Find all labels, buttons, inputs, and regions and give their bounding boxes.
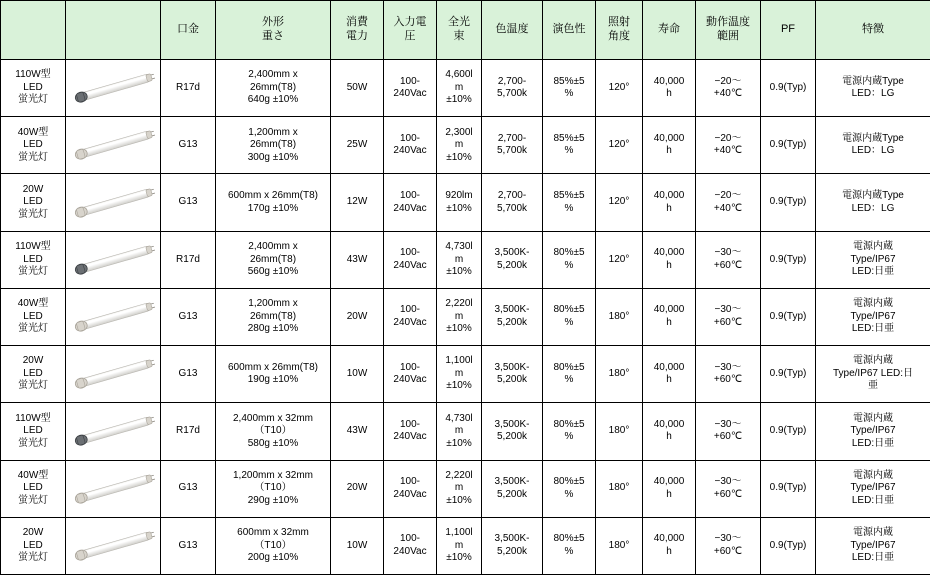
cell-base: G13 — [161, 346, 216, 403]
cell-luminous-flux: 2,220l m ±10% — [437, 288, 482, 345]
column-header-voltage-line2: 圧 — [404, 30, 416, 42]
column-header-beam-angle-line1: 照射 — [608, 16, 630, 29]
cell-cri: 80%±5 % — [543, 403, 596, 460]
cell-product-image — [66, 117, 161, 174]
cell-luminous-flux: 2,220l m ±10% — [437, 460, 482, 517]
cell-life: 40,000 h — [643, 231, 696, 288]
cell-power: 12W — [331, 174, 384, 231]
cell-power-factor: 0.9(Typ) — [761, 174, 816, 231]
cell-product-name: 110W型 LED 蛍光灯 — [1, 403, 66, 460]
cell-beam-angle: 120° — [596, 60, 643, 117]
cell-temperature-range: −30～ +60℃ — [696, 403, 761, 460]
table-row — [1, 288, 930, 345]
cell-temperature-range: −30～ +60℃ — [696, 517, 761, 574]
cell-power: 10W — [331, 346, 384, 403]
header-row — [1, 1, 930, 60]
cell-base: R17d — [161, 403, 216, 460]
column-header-voltage — [384, 1, 437, 60]
cell-voltage: 100- 240Vac — [384, 174, 437, 231]
cell-power-factor: 0.9(Typ) — [761, 346, 816, 403]
cell-product-image — [66, 403, 161, 460]
cell-voltage: 100- 240Vac — [384, 60, 437, 117]
cell-voltage: 100- 240Vac — [384, 288, 437, 345]
cell-color-temperature: 3,500K- 5,200k — [482, 231, 543, 288]
cell-size: 2,400mm x 32mm （T10） 580g ±10% — [216, 403, 331, 460]
cell-cri: 80%±5 % — [543, 460, 596, 517]
cell-color-temperature: 2,700- 5,700k — [482, 117, 543, 174]
cell-power-factor: 0.9(Typ) — [761, 517, 816, 574]
cell-voltage: 100- 240Vac — [384, 517, 437, 574]
cell-voltage: 100- 240Vac — [384, 117, 437, 174]
cell-product-name: 20W LED 蛍光灯 — [1, 517, 66, 574]
cell-voltage: 100- 240Vac — [384, 346, 437, 403]
table-row — [1, 403, 930, 460]
led-tube-r17d-thick-icon — [68, 236, 158, 284]
column-header-name — [1, 1, 66, 60]
cell-temperature-range: −20～ +40℃ — [696, 117, 761, 174]
cell-power-factor: 0.9(Typ) — [761, 231, 816, 288]
cell-product-name: 20W LED 蛍光灯 — [1, 174, 66, 231]
led-tube-g13-icon — [68, 350, 158, 398]
column-header-cri: 演色性 — [543, 1, 596, 60]
cell-color-temperature: 2,700- 5,700k — [482, 174, 543, 231]
cell-size: 1,200mm x 32mm （T10） 290g ±10% — [216, 460, 331, 517]
table-row — [1, 231, 930, 288]
cell-size: 600mm x 26mm(T8) 170g ±10% — [216, 174, 331, 231]
column-header-power-line2: 電力 — [346, 30, 368, 42]
cell-power-factor: 0.9(Typ) — [761, 117, 816, 174]
column-header-size-line2: 重さ — [262, 30, 284, 42]
cell-product-image — [66, 517, 161, 574]
cell-feature: 電源内蔵 Type/IP67 LED:日亜 — [816, 403, 930, 460]
cell-product-name: 40W型 LED 蛍光灯 — [1, 460, 66, 517]
cell-life: 40,000 h — [643, 117, 696, 174]
cell-color-temperature: 3,500K- 5,200k — [482, 403, 543, 460]
cell-feature: 電源内蔵Type LED：LG — [816, 174, 930, 231]
cell-feature: 電源内蔵 Type/IP67 LED:日亜 — [816, 288, 930, 345]
cell-voltage: 100- 240Vac — [384, 403, 437, 460]
cell-voltage: 100- 240Vac — [384, 231, 437, 288]
cell-feature: 電源内蔵 Type/IP67 LED:日亜 — [816, 517, 930, 574]
column-header-flux — [437, 1, 482, 60]
cell-power: 43W — [331, 403, 384, 460]
column-header-size-line1: 外形 — [262, 16, 284, 29]
cell-luminous-flux: 4,730l m ±10% — [437, 403, 482, 460]
cell-life: 40,000 h — [643, 174, 696, 231]
cell-size: 2,400mm x 26mm(T8) 560g ±10% — [216, 231, 331, 288]
column-header-flux-line2: 束 — [453, 30, 465, 42]
cell-base: G13 — [161, 288, 216, 345]
cell-power-factor: 0.9(Typ) — [761, 60, 816, 117]
cell-luminous-flux: 1,100l m ±10% — [437, 517, 482, 574]
led-tube-g13-icon — [68, 121, 158, 169]
cell-power: 10W — [331, 517, 384, 574]
cell-color-temperature: 3,500K- 5,200k — [482, 288, 543, 345]
cell-product-image — [66, 231, 161, 288]
cell-feature: 電源内蔵Type LED：LG — [816, 117, 930, 174]
cell-beam-angle: 120° — [596, 117, 643, 174]
cell-cri: 85%±5 % — [543, 174, 596, 231]
cell-power: 25W — [331, 117, 384, 174]
cell-luminous-flux: 920lm ±10% — [437, 174, 482, 231]
cell-beam-angle: 180° — [596, 403, 643, 460]
cell-product-name: 110W型 LED 蛍光灯 — [1, 60, 66, 117]
led-tube-g13-icon — [68, 522, 158, 570]
cell-product-image — [66, 346, 161, 403]
column-header-beam-angle-line2: 角度 — [608, 30, 630, 42]
cell-size: 1,200mm x 26mm(T8) 280g ±10% — [216, 288, 331, 345]
column-header-pf: PF — [761, 1, 816, 60]
column-header-power-line1: 消費 — [346, 16, 368, 29]
cell-size: 1,200mm x 26mm(T8) 300g ±10% — [216, 117, 331, 174]
cell-product-image — [66, 174, 161, 231]
cell-base: G13 — [161, 460, 216, 517]
cell-cri: 80%±5 % — [543, 346, 596, 403]
cell-power: 50W — [331, 60, 384, 117]
cell-life: 40,000 h — [643, 460, 696, 517]
cell-power-factor: 0.9(Typ) — [761, 460, 816, 517]
cell-feature: 電源内蔵 Type/IP67 LED:日亜 — [816, 460, 930, 517]
column-header-color-temp: 色温度 — [482, 1, 543, 60]
led-tube-g13-icon — [68, 465, 158, 513]
cell-product-image — [66, 460, 161, 517]
cell-power: 20W — [331, 288, 384, 345]
led-tube-r17d-thick-icon — [68, 407, 158, 455]
cell-feature: 電源内蔵Type LED：LG — [816, 60, 930, 117]
cell-cri: 80%±5 % — [543, 517, 596, 574]
cell-base: R17d — [161, 60, 216, 117]
cell-cri: 85%±5 % — [543, 117, 596, 174]
cell-feature: 電源内蔵 Type/IP67 LED:日亜 — [816, 231, 930, 288]
cell-luminous-flux: 1,100l m ±10% — [437, 346, 482, 403]
cell-size: 2,400mm x 26mm(T8) 640g ±10% — [216, 60, 331, 117]
column-header-temp-range-line1: 動作温度 — [706, 16, 750, 29]
cell-voltage: 100- 240Vac — [384, 460, 437, 517]
cell-luminous-flux: 2,300l m ±10% — [437, 117, 482, 174]
cell-temperature-range: −30～ +60℃ — [696, 231, 761, 288]
cell-temperature-range: −30～ +60℃ — [696, 346, 761, 403]
cell-luminous-flux: 4,600l m ±10% — [437, 60, 482, 117]
column-header-feature: 特徴 — [816, 1, 930, 60]
table-header — [1, 1, 930, 60]
cell-power: 20W — [331, 460, 384, 517]
cell-temperature-range: −30～ +60℃ — [696, 460, 761, 517]
cell-beam-angle: 180° — [596, 460, 643, 517]
column-header-life: 寿命 — [643, 1, 696, 60]
cell-product-name: 110W型 LED 蛍光灯 — [1, 231, 66, 288]
cell-beam-angle: 180° — [596, 288, 643, 345]
cell-size: 600mm x 26mm(T8) 190g ±10% — [216, 346, 331, 403]
column-header-image — [66, 1, 161, 60]
cell-life: 40,000 h — [643, 517, 696, 574]
cell-luminous-flux: 4,730l m ±10% — [437, 231, 482, 288]
cell-cri: 80%±5 % — [543, 231, 596, 288]
cell-life: 40,000 h — [643, 346, 696, 403]
cell-power-factor: 0.9(Typ) — [761, 288, 816, 345]
cell-color-temperature: 3,500K- 5,200k — [482, 346, 543, 403]
cell-base: G13 — [161, 117, 216, 174]
table-row — [1, 174, 930, 231]
cell-cri: 80%±5 % — [543, 288, 596, 345]
column-header-flux-line1: 全光 — [448, 16, 470, 29]
cell-product-image — [66, 288, 161, 345]
column-header-power — [331, 1, 384, 60]
cell-temperature-range: −20～ +40℃ — [696, 60, 761, 117]
column-header-voltage-line1: 入力電 — [393, 16, 427, 29]
cell-beam-angle: 120° — [596, 174, 643, 231]
cell-beam-angle: 180° — [596, 517, 643, 574]
column-header-temp-range-line2: 範囲 — [717, 30, 739, 42]
cell-color-temperature: 3,500K- 5,200k — [482, 460, 543, 517]
cell-life: 40,000 h — [643, 288, 696, 345]
table-row — [1, 60, 930, 117]
cell-base: G13 — [161, 517, 216, 574]
cell-base: G13 — [161, 174, 216, 231]
cell-beam-angle: 120° — [596, 231, 643, 288]
cell-life: 40,000 h — [643, 403, 696, 460]
column-header-base: 口金 — [161, 1, 216, 60]
cell-product-name: 40W型 LED 蛍光灯 — [1, 117, 66, 174]
table-row — [1, 346, 930, 403]
cell-temperature-range: −30～ +60℃ — [696, 288, 761, 345]
cell-color-temperature: 2,700- 5,700k — [482, 60, 543, 117]
led-tube-g13-icon — [68, 293, 158, 341]
cell-power: 43W — [331, 231, 384, 288]
cell-beam-angle: 180° — [596, 346, 643, 403]
table-body — [1, 60, 930, 575]
cell-power-factor: 0.9(Typ) — [761, 403, 816, 460]
cell-life: 40,000 h — [643, 60, 696, 117]
table-row — [1, 117, 930, 174]
cell-temperature-range: −20～ +40℃ — [696, 174, 761, 231]
column-header-size — [216, 1, 331, 60]
cell-product-name: 40W型 LED 蛍光灯 — [1, 288, 66, 345]
cell-cri: 85%±5 % — [543, 60, 596, 117]
cell-color-temperature: 3,500K- 5,200k — [482, 517, 543, 574]
table-row — [1, 517, 930, 574]
cell-product-image — [66, 60, 161, 117]
cell-feature: 電源内蔵 Type/IP67 LED:日 亜 — [816, 346, 930, 403]
led-tube-r17d-thick-icon — [68, 64, 158, 112]
column-header-temp-range — [696, 1, 761, 60]
cell-base: R17d — [161, 231, 216, 288]
column-header-beam-angle — [596, 1, 643, 60]
table-row — [1, 460, 930, 517]
cell-size: 600mm x 32mm （T10） 200g ±10% — [216, 517, 331, 574]
led-tube-g13-icon — [68, 179, 158, 227]
cell-product-name: 20W LED 蛍光灯 — [1, 346, 66, 403]
